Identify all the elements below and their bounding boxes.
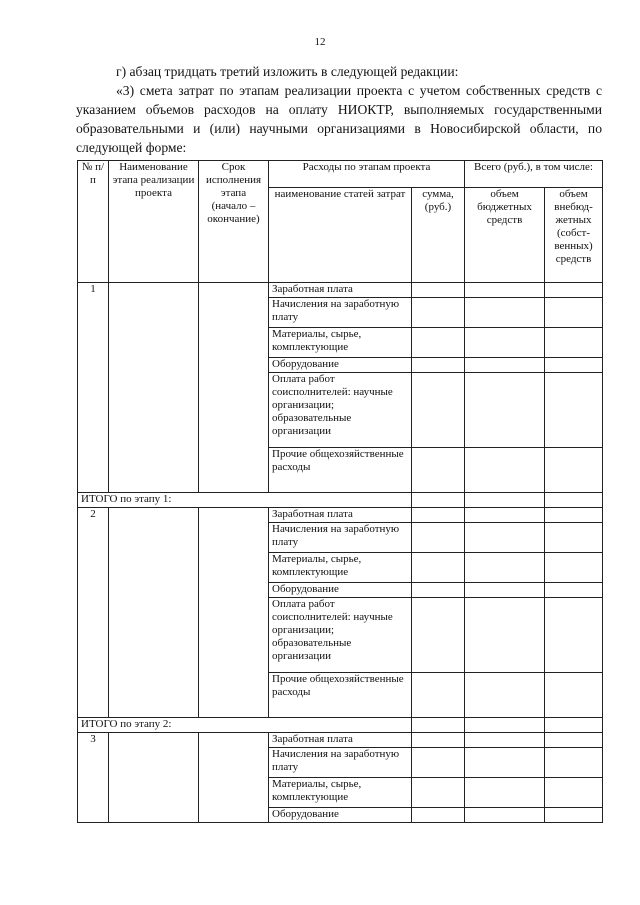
budget-cell (465, 373, 545, 448)
cost-item-name: Заработная плата (269, 283, 412, 298)
total-sum-cell (412, 718, 465, 733)
estimate-paragraph: «3) смета затрат по этапам реализации проекта с учетом собственных средств с указанием объемов расходов на оплату НИОКТР, выполняемых государственными образовательными и (или) научными организациями в Новосибирской области, по следующей форме: (76, 83, 602, 155)
cost-item-name: Оборудование (269, 583, 412, 598)
budget-cell (465, 598, 545, 673)
stage-number: 3 (78, 733, 109, 823)
header-num: № п/п (78, 161, 109, 283)
table-row (78, 733, 603, 748)
own-funds-cell (545, 283, 603, 298)
cost-sum-cell (412, 283, 465, 298)
total-own-cell (545, 718, 603, 733)
total-sum-cell (412, 493, 465, 508)
budget-cell (465, 448, 545, 493)
cost-sum-cell (412, 373, 465, 448)
cost-sum-cell (412, 583, 465, 598)
own-funds-cell (545, 778, 603, 808)
table-body (78, 161, 603, 823)
stage-term-cell (199, 283, 269, 493)
own-funds-cell (545, 808, 603, 823)
cost-sum-cell (412, 523, 465, 553)
stage-total-row (78, 493, 603, 508)
own-funds-cell (545, 328, 603, 358)
header-total: Всего (руб.), в том числе: (465, 161, 603, 188)
budget-cell (465, 778, 545, 808)
budget-cell (465, 733, 545, 748)
own-funds-cell (545, 733, 603, 748)
own-funds-cell (545, 553, 603, 583)
budget-cell (465, 583, 545, 598)
cost-estimate-table (77, 160, 603, 823)
cost-item-name: Заработная плата (269, 733, 412, 748)
cost-item-name: Оборудование (269, 358, 412, 373)
own-funds-cell (545, 298, 603, 328)
stage-total-label: ИТОГО по этапу 2: (78, 718, 412, 733)
budget-cell (465, 508, 545, 523)
page-number: 12 (314, 36, 326, 48)
cost-item-name: Начисления на заработную плату (269, 748, 412, 778)
stage-term-cell (199, 508, 269, 718)
header-sum: сумма, (руб.) (412, 188, 465, 283)
table-row (78, 283, 603, 298)
budget-cell (465, 358, 545, 373)
own-funds-cell (545, 673, 603, 718)
own-funds-cell (545, 358, 603, 373)
total-budget-cell (465, 718, 545, 733)
amendment-paragraph: г) абзац тридцать третий изложить в следующей редакции: (116, 64, 459, 79)
header-term: Срок исполнения этапа (начало – окончание) (199, 161, 269, 283)
own-funds-cell (545, 373, 603, 448)
stage-name-cell (109, 508, 199, 718)
header-stage-name: Наименование этапа реализации проекта (109, 161, 199, 283)
header-budget: объем бюджетных средств (465, 188, 545, 283)
budget-cell (465, 283, 545, 298)
cost-sum-cell (412, 733, 465, 748)
cost-sum-cell (412, 508, 465, 523)
cost-item-name: Оплата работ соисполнителей: научные организации; образовательные организации (269, 373, 412, 448)
cost-sum-cell (412, 358, 465, 373)
cost-item-name: Материалы, сырье, комплектующие (269, 328, 412, 358)
own-funds-cell (545, 583, 603, 598)
stage-number: 2 (78, 508, 109, 718)
budget-cell (465, 523, 545, 553)
cost-item-name: Заработная плата (269, 508, 412, 523)
cost-sum-cell (412, 598, 465, 673)
own-funds-cell (545, 508, 603, 523)
cost-sum-cell (412, 748, 465, 778)
cost-sum-cell (412, 448, 465, 493)
stage-name-cell (109, 283, 199, 493)
stage-term-cell (199, 733, 269, 823)
cost-item-name: Оборудование (269, 808, 412, 823)
cost-item-name: Прочие общехозяйственные расходы (269, 448, 412, 493)
own-funds-cell (545, 748, 603, 778)
table-row (78, 508, 603, 523)
budget-cell (465, 808, 545, 823)
budget-cell (465, 298, 545, 328)
header-own: объем внебюд-жетных (собст-венных) средств (545, 188, 603, 283)
cost-sum-cell (412, 808, 465, 823)
budget-cell (465, 748, 545, 778)
cost-sum-cell (412, 328, 465, 358)
own-funds-cell (545, 448, 603, 493)
cost-sum-cell (412, 673, 465, 718)
cost-item-name: Прочие общехозяйственные расходы (269, 673, 412, 718)
header-expenses: Расходы по этапам проекта (269, 161, 465, 188)
header-row (78, 161, 603, 188)
stage-total-label: ИТОГО по этапу 1: (78, 493, 412, 508)
budget-cell (465, 553, 545, 583)
cost-item-name: Материалы, сырье, комплектующие (269, 553, 412, 583)
cost-sum-cell (412, 298, 465, 328)
cost-item-name: Начисления на заработную плату (269, 298, 412, 328)
own-funds-cell (545, 523, 603, 553)
cost-item-name: Начисления на заработную плату (269, 523, 412, 553)
budget-cell (465, 328, 545, 358)
cost-item-name: Материалы, сырье, комплектующие (269, 778, 412, 808)
own-funds-cell (545, 598, 603, 673)
stage-number: 1 (78, 283, 109, 493)
stage-name-cell (109, 733, 199, 823)
header-item-name: наименование статей затрат (269, 188, 412, 283)
total-own-cell (545, 493, 603, 508)
cost-sum-cell (412, 553, 465, 583)
total-budget-cell (465, 493, 545, 508)
budget-cell (465, 673, 545, 718)
cost-sum-cell (412, 778, 465, 808)
stage-total-row (78, 718, 603, 733)
cost-item-name: Оплата работ соисполнителей: научные организации; образовательные организации (269, 598, 412, 673)
